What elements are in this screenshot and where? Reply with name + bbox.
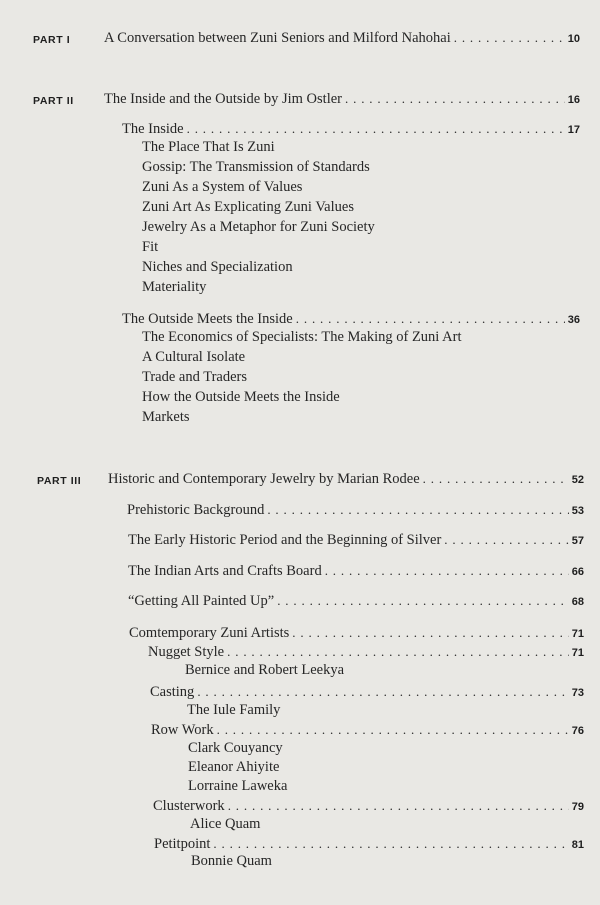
page-number: 81 (571, 839, 584, 851)
dot-leader (423, 470, 569, 488)
entry-title: The Outside Meets the Inside (122, 311, 293, 327)
dot-leader (325, 562, 569, 580)
page-number: 52 (571, 474, 584, 486)
subentry: How the Outside Meets the Inside (142, 389, 340, 405)
part-1-label: PART I (33, 34, 71, 46)
dot-leader (296, 310, 565, 328)
artist-entry: Bernice and Robert Leekya (185, 662, 345, 678)
artist-entry: The Iule Family (187, 702, 281, 718)
dot-leader (277, 592, 569, 610)
subentry: Niches and Specialization (142, 259, 293, 275)
subentry: The Economics of Specialists: The Making of Zuni Art (142, 329, 462, 345)
entry-title: A Conversation between Zuni Seniors and Milford Nahohai (104, 30, 451, 46)
entry-title: “Getting All Painted Up” (128, 593, 275, 609)
entry-title: Nugget Style (148, 644, 225, 660)
dot-leader (213, 835, 568, 853)
page-number: 71 (571, 628, 584, 640)
dot-leader (228, 797, 569, 815)
toc-entry-outside-meets-inside[interactable] (122, 310, 580, 328)
page-number: 68 (571, 596, 584, 608)
toc-entry-clusterwork[interactable] (153, 797, 584, 815)
toc-entry-part-3[interactable] (108, 470, 584, 488)
entry-title: The Inside (122, 121, 184, 137)
dot-leader (345, 90, 565, 108)
dot-leader (292, 624, 568, 642)
dot-leader (454, 29, 565, 47)
dot-leader (444, 531, 568, 549)
page-number: 17 (567, 124, 580, 136)
entry-title: Historic and Contemporary Jewelry by Marian Rodee (108, 471, 420, 487)
toc-entry-row-work[interactable] (151, 721, 584, 739)
artist-entry: Clark Couyancy (188, 740, 283, 756)
toc-entry-nugget-style[interactable] (148, 643, 584, 661)
entry-title: Casting (150, 684, 195, 700)
page-number: 53 (571, 505, 584, 517)
subentry: Materiality (142, 279, 207, 295)
page-number: 71 (571, 647, 584, 659)
entry-title: The Inside and the Outside by Jim Ostler (104, 91, 342, 107)
artist-entry: Alice Quam (190, 816, 261, 832)
subentry: A Cultural Isolate (142, 349, 246, 365)
page-number: 16 (567, 94, 580, 106)
dot-leader (227, 643, 569, 661)
part-2-label: PART II (33, 95, 74, 107)
toc-entry-early-historic[interactable] (128, 531, 584, 549)
toc-entry-painted-up[interactable] (128, 592, 584, 610)
subentry: Markets (142, 409, 190, 425)
toc-entry-part-1[interactable] (104, 29, 580, 47)
dot-leader (267, 501, 568, 519)
toc-entry-petitpoint[interactable] (154, 835, 584, 853)
page-number: 79 (571, 801, 584, 813)
page-number: 10 (567, 33, 580, 45)
subentry: Zuni Art As Explicating Zuni Values (142, 199, 354, 215)
toc-entry-casting[interactable] (150, 683, 584, 701)
page-number: 76 (571, 725, 584, 737)
entry-title: Row Work (151, 722, 214, 738)
entry-title: Petitpoint (154, 836, 211, 852)
subentry: Trade and Traders (142, 369, 247, 385)
entry-title: Comtemporary Zuni Artists (129, 625, 290, 641)
page-number: 66 (571, 566, 584, 578)
subentry: Fit (142, 239, 159, 255)
entry-title: The Early Historic Period and the Beginning of Silver (128, 532, 442, 548)
dot-leader (187, 120, 565, 138)
entry-title: Prehistoric Background (127, 502, 265, 518)
subentry: Gossip: The Transmission of Standards (142, 159, 370, 175)
toc-entry-indian-arts[interactable] (128, 562, 584, 580)
entry-title: The Indian Arts and Crafts Board (128, 563, 322, 579)
page-number: 36 (567, 314, 580, 326)
toc-entry-prehistoric[interactable] (127, 501, 584, 519)
entry-title: Clusterwork (153, 798, 225, 814)
page-number: 73 (571, 687, 584, 699)
toc-entry-contemporary-artists[interactable] (129, 624, 584, 642)
toc-entry-the-inside[interactable] (122, 120, 580, 138)
toc-entry-part-2[interactable] (104, 90, 580, 108)
artist-entry: Eleanor Ahiyite (188, 759, 280, 775)
dot-leader (217, 721, 569, 739)
dot-leader (197, 683, 568, 701)
artist-entry: Lorraine Laweka (188, 778, 288, 794)
subentry: The Place That Is Zuni (142, 139, 275, 155)
part-3-label: PART III (37, 475, 82, 487)
subentry: Zuni As a System of Values (142, 179, 303, 195)
subentry: Jewelry As a Metaphor for Zuni Society (142, 219, 375, 235)
page-number: 57 (571, 535, 584, 547)
artist-entry: Bonnie Quam (191, 853, 272, 869)
